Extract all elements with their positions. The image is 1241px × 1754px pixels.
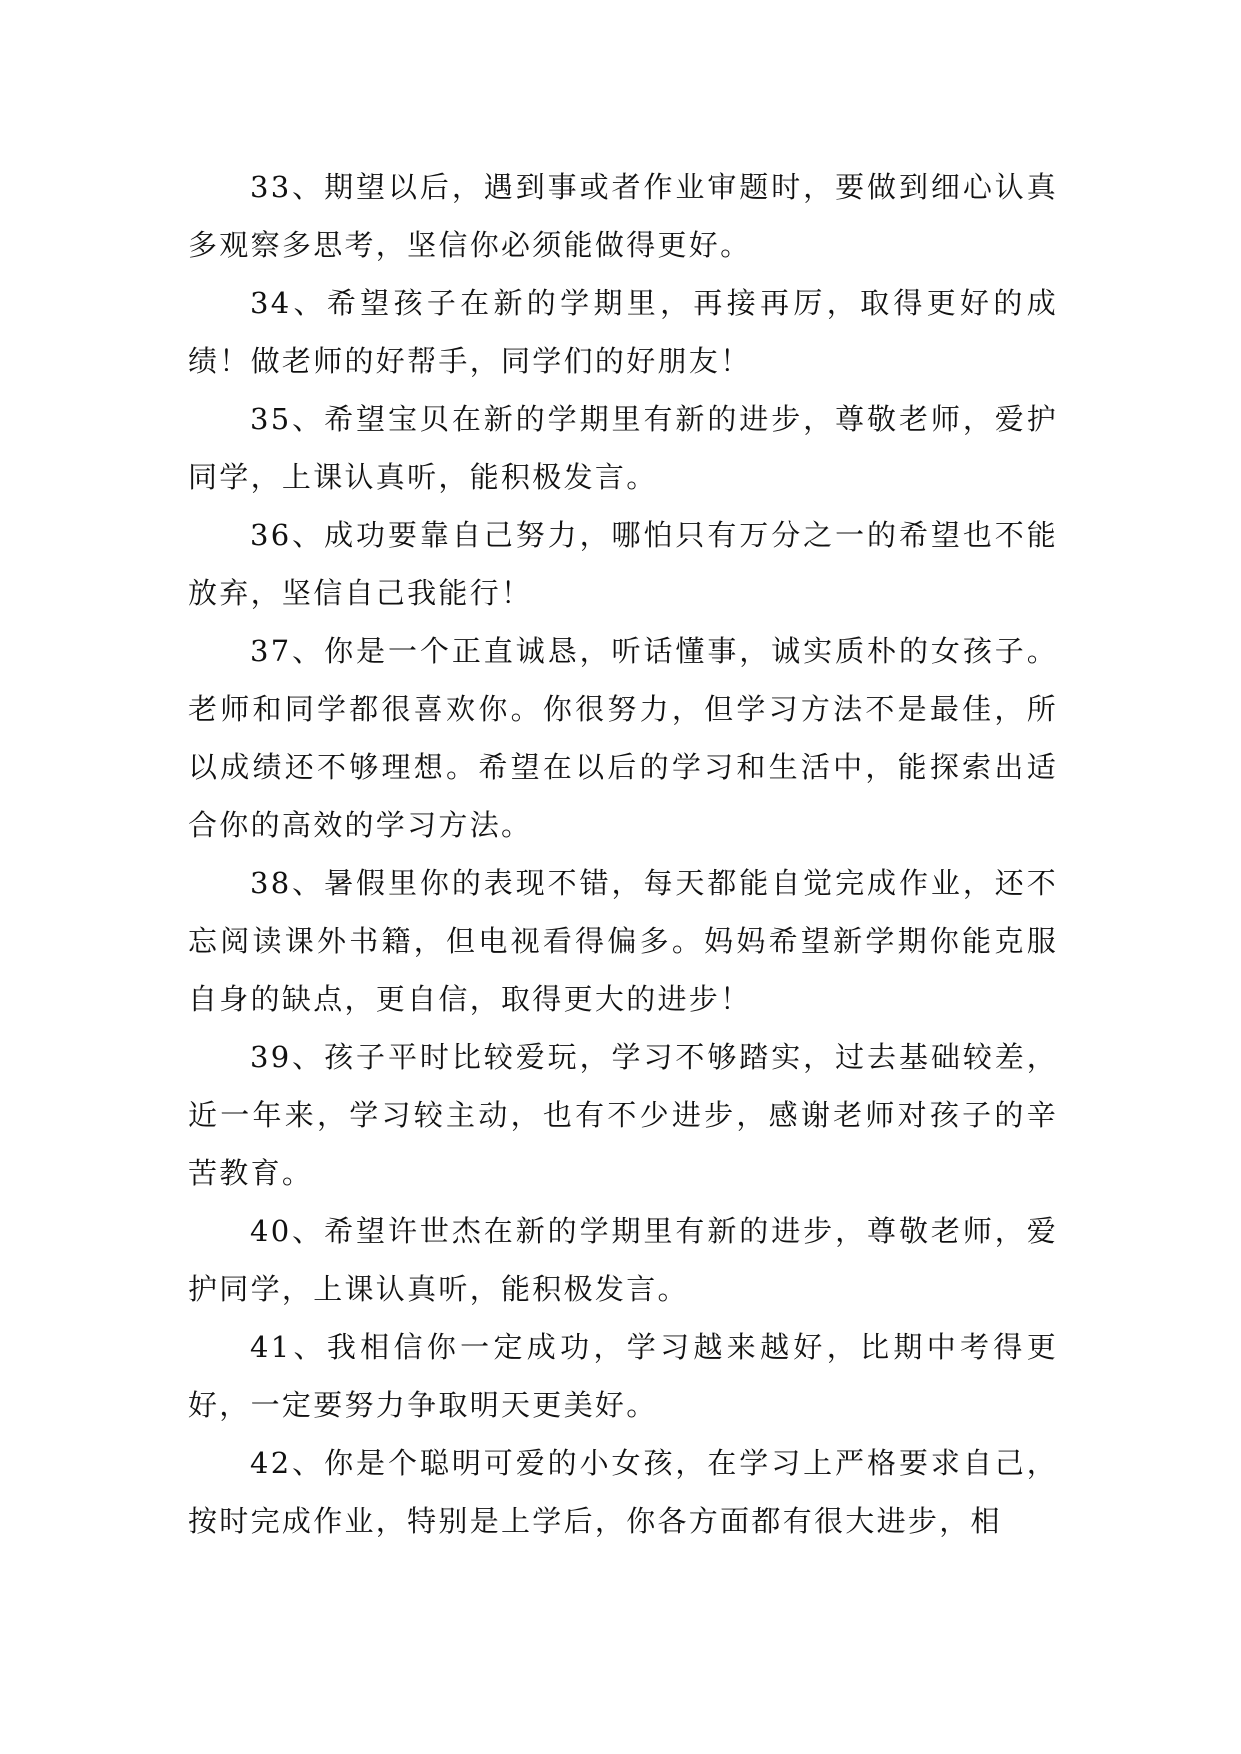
paragraph-33: 33、期望以后，遇到事或者作业审题时，要做到细心认真多观察多思考，坚信你必须能做得更好。 bbox=[188, 170, 1058, 262]
paragraph-40: 40、希望许世杰在新的学期里有新的进步，尊敬老师，爱护同学，上课认真听，能积极发言。 bbox=[188, 1214, 1058, 1306]
document-body bbox=[188, 158, 1058, 1550]
paragraph-39: 39、孩子平时比较爱玩，学习不够踏实，过去基础较差，近一年来，学习较主动，也有不少进步，感谢老师对孩子的辛苦教育。 bbox=[188, 1040, 1058, 1190]
paragraph-41: 41、我相信你一定成功，学习越来越好，比期中考得更好，一定要努力争取明天更美好。 bbox=[188, 1330, 1058, 1422]
paragraph-37: 37、你是一个正直诚恳，听话懂事，诚实质朴的女孩子。老师和同学都很喜欢你。你很努力，但学习方法不是最佳，所以成绩还不够理想。希望在以后的学习和生活中，能探索出适合你的高效的学习方法。 bbox=[188, 634, 1058, 842]
paragraph-35: 35、希望宝贝在新的学期里有新的进步，尊敬老师，爱护同学，上课认真听，能积极发言。 bbox=[188, 402, 1058, 494]
paragraph-34: 34、希望孩子在新的学期里，再接再厉，取得更好的成绩！做老师的好帮手，同学们的好朋友！ bbox=[188, 286, 1058, 378]
paragraph-42: 42、你是个聪明可爱的小女孩，在学习上严格要求自己，按时完成作业，特别是上学后，你各方面都有很大进步，相 bbox=[188, 1446, 1058, 1538]
paragraph-38: 38、暑假里你的表现不错，每天都能自觉完成作业，还不忘阅读课外书籍，但电视看得偏多。妈妈希望新学期你能克服自身的缺点，更自信，取得更大的进步！ bbox=[188, 866, 1058, 1016]
paragraph-36: 36、成功要靠自己努力，哪怕只有万分之一的希望也不能放弃，坚信自己我能行！ bbox=[188, 518, 1058, 610]
